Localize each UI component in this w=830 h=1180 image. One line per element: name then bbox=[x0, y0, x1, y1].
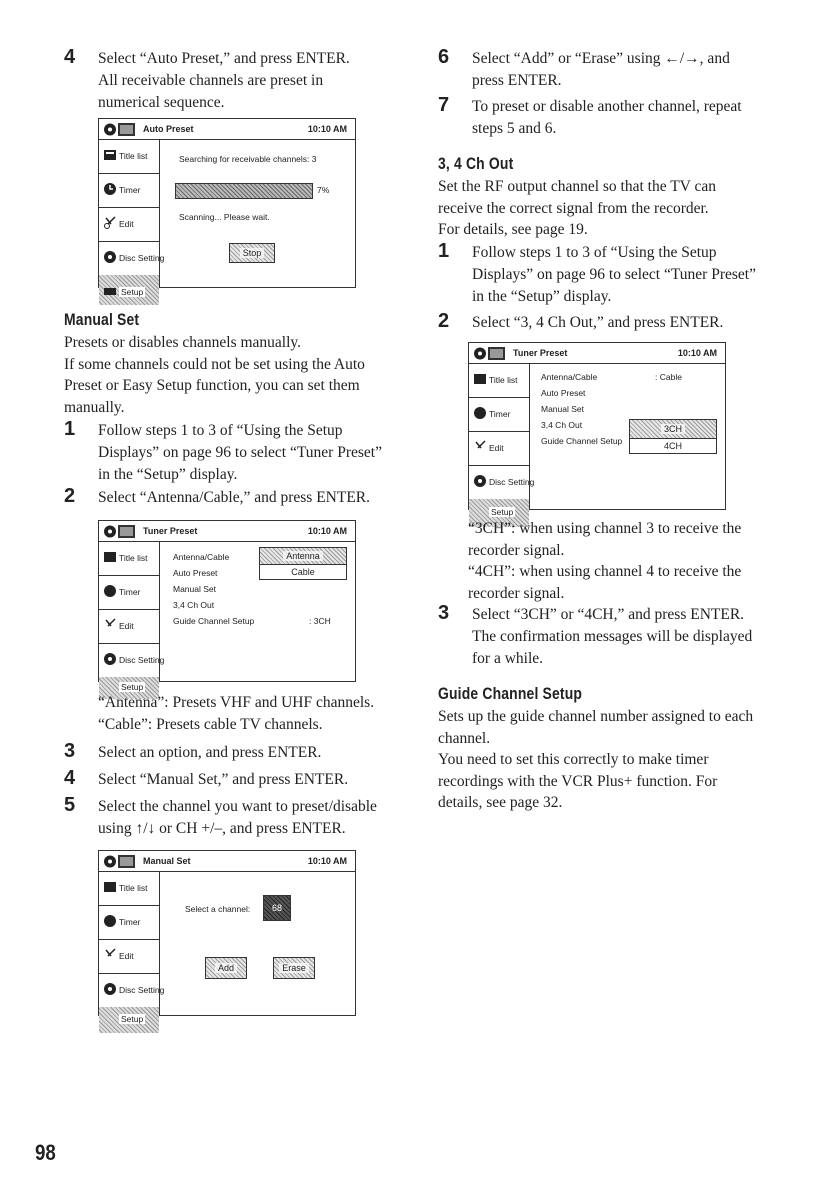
screen-title: Manual Set bbox=[143, 856, 191, 866]
timer-icon bbox=[103, 584, 117, 598]
screen-title: Tuner Preset bbox=[143, 526, 198, 536]
clock: 10:10 AM bbox=[677, 348, 717, 358]
sidebar-item-timer[interactable]: Timer bbox=[99, 173, 159, 208]
title-list-icon bbox=[103, 550, 117, 564]
step-3-manual: 3 Select an option, and press ENTER. bbox=[64, 740, 322, 762]
dvd-logo-icon bbox=[103, 854, 137, 869]
ch-out-heading: 3, 4 Ch Out bbox=[438, 154, 514, 173]
step-7: 7 To preset or disable another channel, repeat steps 5 and 6. bbox=[438, 94, 742, 137]
step-text: Select “Auto Preset,” and press ENTER. All receivable channels are preset in numerical sequence. bbox=[98, 50, 350, 111]
scissors-icon bbox=[103, 216, 117, 230]
sidebar-item-setup[interactable]: Setup bbox=[99, 1007, 159, 1033]
title-list-icon bbox=[473, 372, 487, 386]
tuner-menu: Antenna/Cable Auto Preset Manual Set 3,4 Ch Out Guide Channel Setup bbox=[173, 552, 255, 626]
tuner-menu: Antenna/Cable Auto Preset Manual Set 3,4 Ch Out Guide Channel Setup bbox=[541, 372, 623, 446]
sidebar bbox=[99, 139, 165, 297]
scissors-icon bbox=[103, 948, 117, 962]
sidebar-item-title-list[interactable]: Title list bbox=[99, 541, 159, 576]
title-list-icon bbox=[103, 880, 117, 894]
sidebar-item-timer[interactable]: Timer bbox=[99, 905, 159, 940]
page-number: 98 bbox=[35, 1140, 56, 1165]
scissors-icon bbox=[103, 618, 117, 632]
ch-out-description: Set the RF output channel so that the TV can receive the correct signal from the recorder. For details, see page 19. bbox=[438, 178, 716, 238]
step-2-manual: 2 Select “Antenna/Cable,” and press ENTER. bbox=[64, 485, 371, 507]
option-4ch[interactable]: 4CH bbox=[629, 438, 717, 454]
scissors-icon bbox=[473, 440, 487, 454]
title-list-icon bbox=[103, 148, 117, 162]
screen-title: Auto Preset bbox=[143, 124, 194, 134]
tuner-preset-ch-out-screen bbox=[468, 342, 726, 517]
disc-setting-icon bbox=[473, 474, 487, 488]
step-4-manual: 4 Select “Manual Set,” and press ENTER. bbox=[64, 767, 349, 789]
clock: 10:10 AM bbox=[307, 856, 347, 866]
guide-channel-heading: Guide Channel Setup bbox=[438, 684, 583, 703]
screen-title: Tuner Preset bbox=[513, 348, 568, 358]
dvd-logo-icon bbox=[473, 346, 507, 361]
manual-set-description: Presets or disables channels manually. If some channels could not be set using the Auto Preset or Easy Setup function, you can set them manually. bbox=[64, 334, 365, 416]
disc-setting-icon bbox=[103, 982, 117, 996]
sidebar-item-disc-setting[interactable]: Disc Setting bbox=[99, 241, 159, 276]
progress-label: 7% bbox=[317, 185, 330, 195]
tuner-preset-antenna-screen bbox=[98, 520, 356, 692]
progress-bar-fill bbox=[176, 184, 312, 198]
step-1-ch-out: 1 Follow steps 1 to 3 of “Using the Setup Displays” on page 96 to select “Tuner Preset” in the “Setup” display. bbox=[438, 240, 756, 305]
step-5-manual: 5 Select the channel you want to preset/disable using ↑/↓ or CH +/–, and press ENTER. bbox=[64, 794, 377, 837]
guide-channel-description: Sets up the guide channel number assigned to each channel. You need to set this correctly to make timer recordings with the VCR Plus+ function. For details, see page 32. bbox=[438, 708, 754, 811]
ch-out-value: : 3CH bbox=[309, 616, 331, 626]
option-3ch[interactable]: 3CH bbox=[629, 419, 717, 439]
manual-set-heading: Manual Set bbox=[64, 310, 140, 329]
sidebar-item-disc-setting[interactable]: Disc Setting bbox=[99, 973, 159, 1008]
stop-button[interactable]: Stop bbox=[229, 243, 275, 263]
disc-setting-icon bbox=[103, 652, 117, 666]
step-4-auto-preset bbox=[64, 48, 414, 114]
step-6: 6 Select “Add” or “Erase” using ←/→, and press ENTER. bbox=[438, 46, 730, 89]
clock: 10:10 AM bbox=[307, 526, 347, 536]
sidebar-item-title-list[interactable]: Title list bbox=[99, 871, 159, 906]
setup-icon bbox=[103, 284, 117, 298]
sidebar-item-edit[interactable]: Edit bbox=[99, 207, 159, 242]
searching-text: Searching for receivable channels: 3 bbox=[179, 154, 317, 164]
sidebar-item-timer[interactable]: Timer bbox=[99, 575, 159, 610]
clock: 10:10 AM bbox=[307, 124, 347, 134]
sidebar-item-edit[interactable]: Edit bbox=[99, 609, 159, 644]
sidebar-item-title-list[interactable]: Title list bbox=[99, 139, 159, 174]
step-2-ch-out: 2 Select “3, 4 Ch Out,” and press ENTER. bbox=[438, 310, 724, 332]
sidebar-item-title-list[interactable]: Title list bbox=[469, 363, 529, 398]
sidebar-item-edit[interactable]: Edit bbox=[99, 939, 159, 974]
antenna-cable-notes: “Antenna”: Presets VHF and UHF channels. “Cable”: Presets cable TV channels. bbox=[98, 694, 375, 733]
sidebar bbox=[99, 871, 165, 1024]
sidebar-item-setup[interactable]: Setup bbox=[469, 499, 529, 527]
manual-set-screen bbox=[98, 850, 356, 1024]
sidebar-item-setup[interactable]: Setup bbox=[99, 275, 159, 305]
auto-preset-screen bbox=[98, 118, 356, 297]
sidebar bbox=[469, 363, 535, 517]
ch-out-notes: “3CH”: when using channel 3 to receive the recorder signal. “4CH”: when using channel 4 to receive the recorder signal. bbox=[468, 520, 742, 602]
step-3-ch-out: 3 Select “3CH” or “4CH,” and press ENTER. The confirmation messages will be displayed for a while. bbox=[438, 602, 753, 667]
add-button[interactable]: Add bbox=[205, 957, 247, 979]
option-cable[interactable]: Cable bbox=[259, 564, 347, 580]
timer-icon bbox=[103, 914, 117, 928]
cable-value: : Cable bbox=[655, 372, 682, 382]
timer-icon bbox=[103, 182, 117, 196]
sidebar-item-setup[interactable]: Setup bbox=[99, 677, 159, 699]
sidebar-item-timer[interactable]: Timer bbox=[469, 397, 529, 432]
step-1-manual: 1 Follow steps 1 to 3 of “Using the Setup Displays” on page 96 to select “Tuner Preset” in the “Setup” display. bbox=[64, 418, 382, 483]
disc-setting-icon bbox=[103, 250, 117, 264]
sidebar bbox=[99, 541, 165, 692]
sidebar-item-edit[interactable]: Edit bbox=[469, 431, 529, 466]
select-channel-prompt: Select a channel: bbox=[185, 904, 251, 914]
dvd-logo-icon bbox=[103, 122, 137, 137]
sidebar-item-disc-setting[interactable]: Disc Setting bbox=[469, 465, 529, 500]
dvd-logo-icon bbox=[103, 524, 137, 539]
option-antenna[interactable]: Antenna bbox=[259, 547, 347, 565]
sidebar-item-disc-setting[interactable]: Disc Setting bbox=[99, 643, 159, 678]
timer-icon bbox=[473, 406, 487, 420]
erase-button[interactable]: Erase bbox=[273, 957, 315, 979]
screen-title-bar bbox=[99, 119, 355, 140]
scanning-text: Scanning... Please wait. bbox=[179, 212, 270, 222]
channel-selector[interactable]: 68 bbox=[263, 895, 291, 921]
step-number: 4 bbox=[64, 46, 76, 68]
progress-bar bbox=[175, 183, 313, 199]
